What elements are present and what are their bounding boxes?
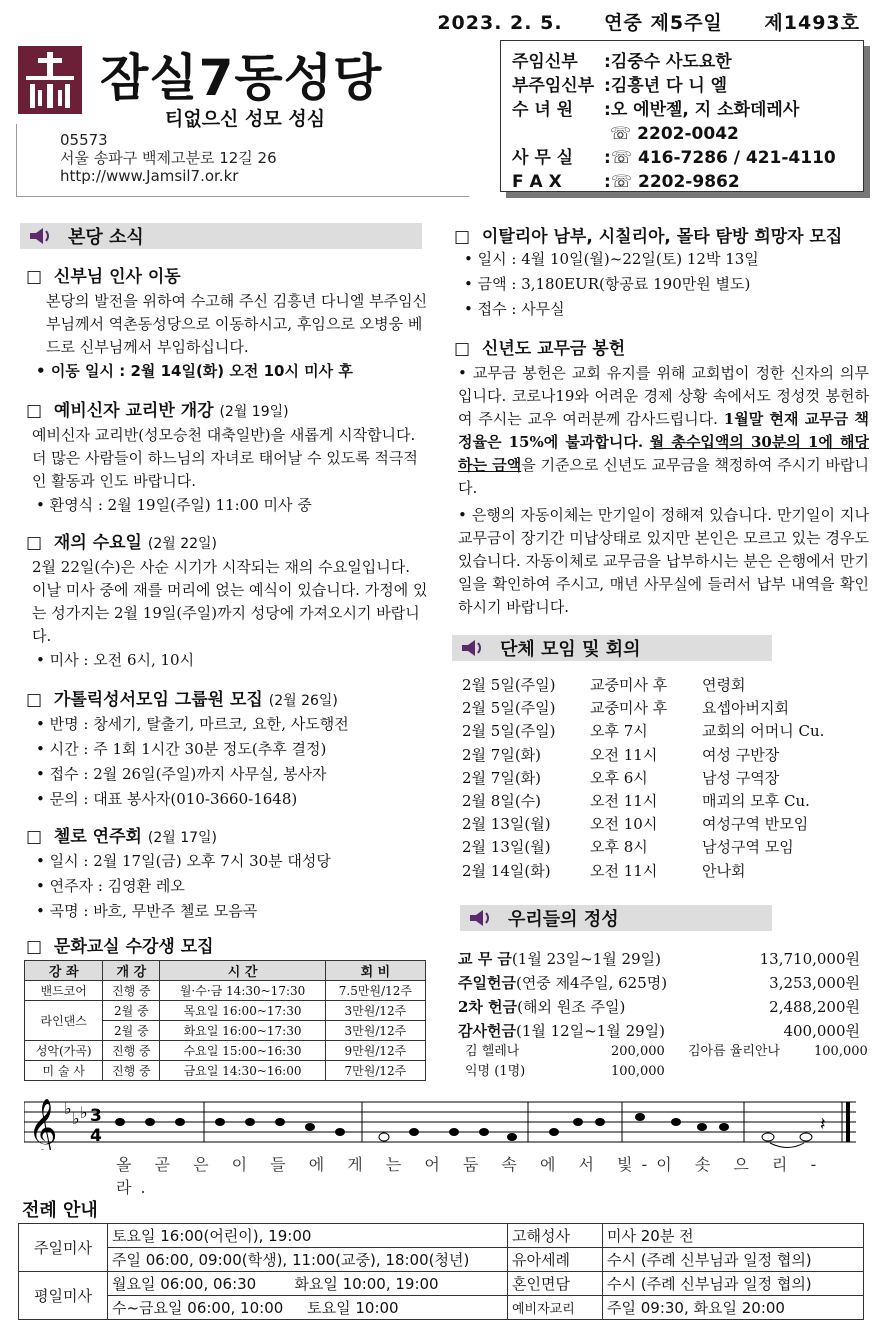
svg-text:𝄽: 𝄽 (820, 1114, 826, 1135)
contact-info (512, 50, 836, 194)
table-row: 2월 8일(수) 오전 11시 매괴의 모후 Cu. (462, 792, 810, 811)
bullet: • 반명 : 창세기, 탈출기, 마르코, 요한, 사도행전 (36, 715, 349, 733)
table-row: 밴드코어 진행 중 월·수·금 14:30~17:30 7.5만원/12주 (25, 981, 426, 1001)
section-body: 본당의 발전을 위하여 수고해 주신 김흥년 다니엘 부주임신부님께서 역촌동성당으로 이동하시고, 후임으로 오병웅 베드로 신부님께서 부임하십니다. (46, 292, 428, 356)
svg-text:3: 3 (90, 1106, 102, 1126)
section-title: □ 이탈리아 남부, 시칠리아, 몰타 탐방 희망자 모집 (454, 227, 843, 247)
bullet: • 일시 : 4월 10일(월)~22일(토) 12박 13일 (464, 250, 759, 268)
svg-text:4: 4 (90, 1126, 102, 1146)
table-row: 주일헌금(연중 제4주일, 625명) 3,253,000원 (458, 973, 860, 992)
info-row: 사 무 실 : ☏ 416-7286 / 421-4110 (512, 148, 836, 168)
bullet: • 환영식 : 2월 19일(주일) 11:00 미사 중 (36, 496, 312, 514)
table-row: 주일미사 토요일 16:00(어린이), 19:00 고해성사 미사 20분 전 (19, 1224, 864, 1248)
issue-number: 제1493호 (764, 12, 860, 34)
section-body: 2월 22일(수)은 사순 시기가 시작되는 재의 수요일입니다. 이날 미사 중에 재를 머리에 얹는 예식이 있습니다. 가정에 있는 성가지는 2월 19일(주일)까지 성당에 가져오시기 바랍니다. (32, 558, 428, 645)
svg-text:𝄞: 𝄞 (28, 1098, 58, 1150)
table-row: 2차 헌금(해외 원조 주일) 2,488,200원 (458, 997, 860, 1016)
info-row: 주임신부 : 김중수 사도요한 (512, 52, 732, 72)
liturgical-week: 연중 제5주일 (604, 12, 723, 34)
table-row: 성악(가곡) 진행 중 수요일 15:00~16:30 9만원/12주 (25, 1041, 426, 1061)
banner-title: 본당 소식 (68, 227, 144, 248)
bullet: • 연주자 : 김영환 레오 (36, 877, 185, 895)
section-banner-meetings (452, 635, 772, 661)
banner-title: 우리들의 정성 (508, 909, 619, 930)
table-row: 2월 5일(주일) 교중미사 후 연령회 (462, 676, 746, 694)
section-title: □ 신년도 교무금 봉헌 (454, 339, 626, 359)
church-address (60, 131, 277, 185)
postal-code: 05573 (60, 131, 108, 149)
issue-date: 2023. 2. 5. (437, 12, 563, 34)
section-title: □ 재의 수요일 (2월 22일) (26, 533, 218, 553)
info-row: 부주임신부 : 김흥년 다 니 엘 (512, 76, 728, 96)
table-row: 2월 13일(월) 오후 8시 남성구역 모임 (462, 838, 794, 857)
col-header: 강 좌 (25, 961, 103, 981)
table-row: 교 무 금(1월 23일~1월 29일) 13,710,000원 (458, 949, 860, 968)
svg-text:♭: ♭ (72, 1109, 80, 1128)
section-title: □ 예비신자 교리반 개강 (2월 19일) (26, 401, 289, 421)
table-row: 감사헌금(1월 12일~1월 29일) 400,000원 (458, 1021, 860, 1040)
offerings-table (458, 946, 860, 1042)
section-title: □ 가톨릭성서모임 그룹원 모집 (2월 26일) (26, 690, 338, 710)
table-row: 미 술 사 진행 중 금요일 14:30~16:00 7만원/12주 (25, 1061, 426, 1081)
section-title: □ 신부님 인사 이동 (26, 267, 181, 287)
col-header: 시 간 (160, 961, 325, 981)
table-row: 2월 14일(화) 오전 11시 안나회 (462, 861, 746, 880)
section-title: □ 문화교실 수강생 모집 (26, 937, 214, 957)
table-row: 수~금요일 06:00, 10:00 토요일 10:00 예비자교리 주일 09:30, 화요일 20:00 (19, 1296, 864, 1320)
bullet: • 접수 : 2월 26일(주일)까지 사무실, 봉사자 (36, 765, 327, 783)
table-row: 라인댄스 2월 중 목요일 16:00~17:30 3만원/12주 (25, 1001, 426, 1021)
speaker-icon (460, 638, 486, 658)
table-row: 2월 7일(화) 오전 11시 여성 구반장 (462, 745, 780, 764)
bullet: • 금액 : 3,180EUR(항공료 190만원 별도) (464, 275, 751, 293)
issue-header (403, 8, 860, 35)
table-row: 김 헬레나 200,000 김아름 율리안나 100,000 (465, 1044, 868, 1059)
svg-text:♭: ♭ (64, 1099, 72, 1118)
info-row: 수 녀 원 : 오 에반젤, 지 소화데레사 (512, 100, 800, 120)
info-row: F A X : ☏ 2202-9862 (512, 172, 740, 192)
church-patron: 티없으신 성모 성심 (165, 108, 326, 130)
church-logo-icon (18, 46, 82, 114)
liturgy-title: 전례 안내 (22, 1200, 98, 1221)
website-link[interactable]: http://www.Jamsil7.or.kr (60, 167, 239, 185)
table-row: 평일미사 월요일 06:00, 06:30 화요일 10:00, 19:00 혼인면담 수시 (주례 신부님과 일정 협의) (19, 1272, 864, 1296)
speaker-icon (468, 908, 494, 928)
table-row: 2월 5일(주일) 오후 7시 교회의 어머니 Cu. (462, 722, 825, 741)
section-body: 예비신자 교리반(성모승천 대축일반)을 새롭게 시작합니다. 더 많은 사람들이 하느님의 자녀로 태어날 수 있도록 적극적인 활동과 인도 바랍니다. (32, 426, 418, 490)
hymn-lyrics: 올 곧 은 이 들 에 게 는 어 둠 속 에 서 빛-이 솟 으 리 - 라. (116, 1155, 826, 1197)
section-banner-parish-news (20, 223, 422, 249)
meeting-schedule (462, 674, 824, 883)
info-row: ☏ 2202-0042 (610, 124, 739, 144)
section-banner-offerings (460, 905, 772, 931)
liturgy-table (18, 1223, 864, 1320)
table-row: 2월 7일(화) 오후 6시 남성 구역장 (462, 768, 780, 787)
section-body: • 교무금 봉헌은 교회 유지를 위해 교회법이 정한 신자의 의무입니다. 코로나19와 어려운 경제 상황 속에서도 정성껏 봉헌하여 주시는 교우 여러분께 감사드립니다. 1월말 현재 교무금 책정율은 15%에 불과합니다. 월 총수입액의 30분의 1에 해당하는 금액을 기준으로 신년도 교무금을 책정하여 주시기 바랍니다. (458, 364, 870, 497)
bullet: • 접수 : 사무실 (464, 300, 565, 318)
section-body: • 은행의 자동이체는 만기일이 정해져 있습니다. 만기일이 지나 교무금이 장기간 미납상태로 있지만 본인은 모르고 있는 경우도 있습니다. 자동이체로 교무금을 납부하시는 분은 은행에서 만기일을 확인하여 주시고, 매년 사무실에 들러서 납부 내역을 확인하시기 바랍니다. (458, 506, 869, 616)
music-staff (24, 1090, 856, 1197)
banner-title: 단체 모임 및 회의 (500, 639, 641, 660)
section-title: □ 첼로 연주회 (2월 17일) (26, 827, 218, 847)
table-row: 2월 5일(주일) 교중미사 후 요셉아버지회 (462, 699, 789, 718)
col-header: 개 강 (103, 961, 160, 981)
bullet: • 시간 : 주 1회 1시간 30분 정도(추후 결정) (36, 740, 327, 758)
speaker-icon (28, 226, 54, 246)
bullet: • 곡명 : 바흐, 무반주 첼로 모음곡 (36, 902, 258, 920)
svg-text:♭: ♭ (80, 1103, 88, 1122)
street-address: 서울 송파구 백제고분로 12길 26 (60, 149, 277, 167)
bullet: • 일시 : 2월 17일(금) 오후 7시 30분 대성당 (36, 852, 331, 870)
table-row: 2월 중 화요일 16:00~17:30 3만원/12주 (25, 1021, 426, 1041)
thanks-list (464, 1042, 869, 1082)
table-row: 익명 (1명) 100,000 (465, 1064, 665, 1079)
table-row: 주일 06:00, 09:00(학생), 11:00(교중), 18:00(청년) 유아세례 수시 (주례 신부님과 일정 협의) (19, 1248, 864, 1272)
bullet: • 문의 : 대표 봉사자(010-3660-1648) (36, 790, 298, 808)
class-table (24, 960, 426, 1081)
bullet: • 이동 일시 : 2월 14일(화) 오전 10시 미사 후 (36, 362, 353, 380)
bullet: • 미사 : 오전 6시, 10시 (36, 651, 195, 669)
church-name: 잠실7동성당 (100, 49, 383, 107)
table-row: 2월 13일(월) 오전 10시 여성구역 반모임 (462, 815, 809, 834)
col-header: 회 비 (325, 961, 425, 981)
